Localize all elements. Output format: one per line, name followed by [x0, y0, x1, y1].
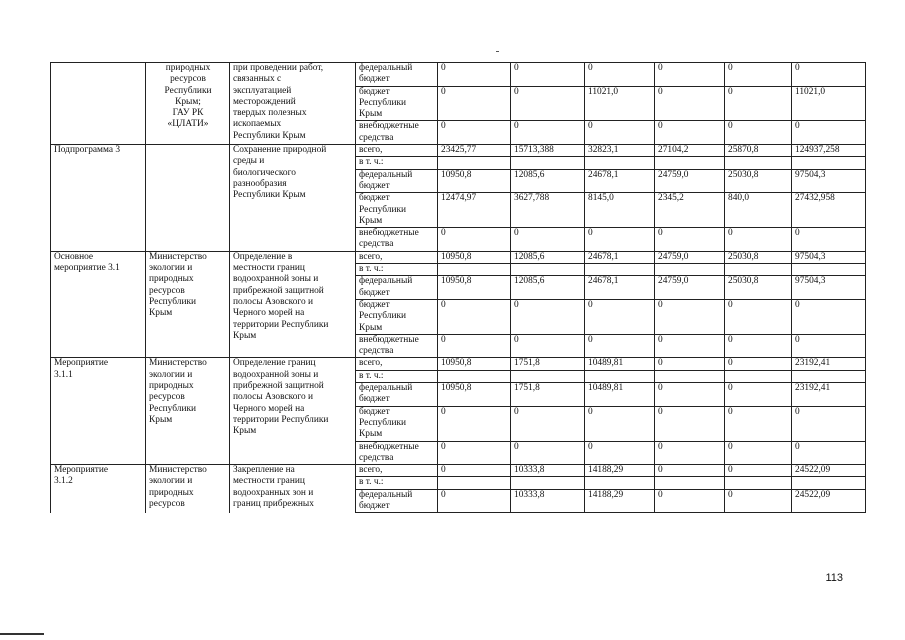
value-2019-cell: 25870,8 [725, 145, 792, 157]
value-2018-cell: 0 [655, 86, 725, 121]
value-total-cell: 97504,3 [792, 169, 866, 193]
value-2016-cell: 0 [511, 121, 585, 145]
funding-source-cell: федеральный бюджет [356, 276, 438, 300]
value-2019-cell: 0 [725, 406, 792, 441]
value-2017-cell: 24678,1 [585, 251, 655, 263]
value-2017-cell: 0 [585, 334, 655, 358]
value-2017-cell: 0 [585, 228, 655, 252]
value-2015-cell: 0 [438, 465, 511, 477]
value-2019-cell: 0 [725, 358, 792, 370]
value-2017-cell [585, 264, 655, 276]
value-2015-cell [438, 264, 511, 276]
value-2016-cell: 0 [511, 299, 585, 334]
value-2015-cell: 10950,8 [438, 276, 511, 300]
value-total-cell: 0 [792, 299, 866, 334]
value-2016-cell: 3627,788 [511, 193, 585, 228]
value-total-cell: 97504,3 [792, 276, 866, 300]
value-2019-cell: 0 [725, 63, 792, 87]
value-2016-cell: 15713,388 [511, 145, 585, 157]
value-2016-cell: 1751,8 [511, 383, 585, 407]
value-2016-cell [511, 157, 585, 169]
value-total-cell: 0 [792, 334, 866, 358]
funding-source-cell: всего, [356, 145, 438, 157]
value-2016-cell: 0 [511, 441, 585, 465]
value-2019-cell [725, 157, 792, 169]
value-2016-cell: 10333,8 [511, 489, 585, 513]
page-number: 113 [825, 572, 843, 584]
value-total-cell: 0 [792, 63, 866, 87]
value-total-cell: 97504,3 [792, 251, 866, 263]
value-2015-cell: 0 [438, 489, 511, 513]
value-2018-cell: 24759,0 [655, 169, 725, 193]
value-2015-cell: 0 [438, 228, 511, 252]
value-2018-cell: 0 [655, 358, 725, 370]
value-total-cell [792, 370, 866, 382]
value-2018-cell: 2345,2 [655, 193, 725, 228]
funding-source-cell: внебюджетные средства [356, 334, 438, 358]
value-2015-cell: 0 [438, 63, 511, 87]
value-2019-cell: 0 [725, 441, 792, 465]
executor-cell [146, 145, 230, 252]
value-2016-cell: 0 [511, 228, 585, 252]
value-2016-cell: 0 [511, 334, 585, 358]
table-row [51, 251, 866, 263]
value-2017-cell: 0 [585, 299, 655, 334]
value-2015-cell: 10950,8 [438, 169, 511, 193]
value-2017-cell: 24678,1 [585, 276, 655, 300]
value-2018-cell [655, 477, 725, 489]
value-2015-cell: 10950,8 [438, 251, 511, 263]
value-total-cell: 0 [792, 228, 866, 252]
value-2018-cell: 0 [655, 465, 725, 477]
value-2018-cell: 0 [655, 228, 725, 252]
value-2016-cell: 10333,8 [511, 465, 585, 477]
value-total-cell: 0 [792, 406, 866, 441]
value-2017-cell: 24678,1 [585, 169, 655, 193]
description-cell: Сохранение природной среды и биологического разнообразия Республики Крым [230, 145, 356, 252]
value-2016-cell: 0 [511, 86, 585, 121]
table-row [51, 358, 866, 370]
program-cell: Основное мероприятие 3.1 [51, 251, 146, 358]
value-2018-cell: 0 [655, 334, 725, 358]
value-2019-cell [725, 264, 792, 276]
value-2016-cell [511, 370, 585, 382]
value-total-cell [792, 264, 866, 276]
program-cell: Подпрограмма 3 [51, 145, 146, 252]
value-2018-cell [655, 157, 725, 169]
scan-artifact [496, 51, 499, 52]
funding-source-cell: бюджет Республики Крым [356, 299, 438, 334]
executor-cell: Министерство экологии и природных ресурсов Республики Крым [146, 358, 230, 465]
value-2018-cell: 0 [655, 299, 725, 334]
value-2019-cell: 0 [725, 228, 792, 252]
value-2018-cell [655, 264, 725, 276]
value-total-cell: 0 [792, 441, 866, 465]
value-2019-cell: 0 [725, 86, 792, 121]
value-total-cell: 0 [792, 121, 866, 145]
value-2015-cell: 0 [438, 121, 511, 145]
funding-source-cell: федеральный бюджет [356, 489, 438, 513]
budget-table [50, 62, 866, 513]
value-2018-cell: 27104,2 [655, 145, 725, 157]
value-total-cell: 24522,09 [792, 465, 866, 477]
value-2019-cell: 25030,8 [725, 251, 792, 263]
value-2019-cell: 0 [725, 465, 792, 477]
value-2016-cell: 1751,8 [511, 358, 585, 370]
value-2018-cell: 24759,0 [655, 276, 725, 300]
value-2016-cell: 12085,6 [511, 251, 585, 263]
value-2018-cell: 0 [655, 489, 725, 513]
value-total-cell: 24522,09 [792, 489, 866, 513]
description-cell: при проведении работ, связанных с эксплуатацией месторождений твердых полезных ископаемых Республики Крым [230, 63, 356, 145]
program-cell: Мероприятие 3.1.1 [51, 358, 146, 465]
funding-source-cell: всего, [356, 465, 438, 477]
funding-source-cell: внебюджетные средства [356, 121, 438, 145]
funding-source-cell: внебюджетные средства [356, 228, 438, 252]
value-total-cell: 23192,41 [792, 358, 866, 370]
value-2019-cell [725, 477, 792, 489]
value-2015-cell: 0 [438, 299, 511, 334]
value-total-cell [792, 157, 866, 169]
value-2019-cell [725, 370, 792, 382]
value-2017-cell [585, 157, 655, 169]
value-2015-cell: 12474,97 [438, 193, 511, 228]
value-2019-cell: 0 [725, 489, 792, 513]
funding-source-cell: всего, [356, 358, 438, 370]
value-2017-cell: 11021,0 [585, 86, 655, 121]
program-cell [51, 63, 146, 145]
description-cell: Определение границ водоохранной зоны и прибрежной защитной полосы Азовского и Черного морей на территории Республики Крым [230, 358, 356, 465]
value-2019-cell: 0 [725, 383, 792, 407]
table-row [51, 145, 866, 157]
funding-source-cell: федеральный бюджет [356, 169, 438, 193]
executor-cell: природных ресурсов Республики Крым; ГАУ РК «ЦЛАТИ» [146, 63, 230, 145]
value-2017-cell: 32823,1 [585, 145, 655, 157]
value-2016-cell: 0 [511, 63, 585, 87]
value-2019-cell: 0 [725, 121, 792, 145]
funding-source-cell: в т. ч.: [356, 264, 438, 276]
table-row [51, 63, 866, 87]
value-2017-cell: 14188,29 [585, 489, 655, 513]
table-row [51, 465, 866, 477]
value-2018-cell: 0 [655, 441, 725, 465]
value-2018-cell: 0 [655, 121, 725, 145]
value-2016-cell: 12085,6 [511, 169, 585, 193]
value-total-cell: 11021,0 [792, 86, 866, 121]
value-2019-cell: 25030,8 [725, 169, 792, 193]
value-2015-cell: 10950,8 [438, 358, 511, 370]
value-2016-cell [511, 477, 585, 489]
value-2018-cell: 0 [655, 383, 725, 407]
value-2017-cell: 14188,29 [585, 465, 655, 477]
value-2015-cell: 0 [438, 406, 511, 441]
value-total-cell: 23192,41 [792, 383, 866, 407]
funding-source-cell: федеральный бюджет [356, 383, 438, 407]
value-2017-cell [585, 370, 655, 382]
funding-source-cell: бюджет Республики Крым [356, 193, 438, 228]
funding-source-cell: внебюджетные средства [356, 441, 438, 465]
description-cell: Определение в местности границ водоохранной зоны и прибрежной защитной полосы Азовского и Черного морей на территории Республики Крым [230, 251, 356, 358]
description-cell: Закрепление на местности границ водоохранных зон и границ прибрежных [230, 465, 356, 513]
value-2018-cell: 24759,0 [655, 251, 725, 263]
value-2017-cell: 0 [585, 441, 655, 465]
funding-source-cell: федеральный бюджет [356, 63, 438, 87]
funding-source-cell: бюджет Республики Крым [356, 86, 438, 121]
value-2018-cell: 0 [655, 406, 725, 441]
value-2017-cell: 8145,0 [585, 193, 655, 228]
value-2018-cell [655, 370, 725, 382]
value-2015-cell [438, 370, 511, 382]
value-total-cell: 124937,258 [792, 145, 866, 157]
value-total-cell: 27432,958 [792, 193, 866, 228]
funding-source-cell: в т. ч.: [356, 370, 438, 382]
value-2017-cell: 0 [585, 63, 655, 87]
value-2015-cell: 0 [438, 334, 511, 358]
value-2016-cell [511, 264, 585, 276]
value-2015-cell: 23425,77 [438, 145, 511, 157]
value-2019-cell: 25030,8 [725, 276, 792, 300]
value-2017-cell: 10489,81 [585, 383, 655, 407]
value-2015-cell [438, 157, 511, 169]
value-2017-cell: 0 [585, 121, 655, 145]
funding-source-cell: в т. ч.: [356, 477, 438, 489]
value-2019-cell: 840,0 [725, 193, 792, 228]
executor-cell: Министерство экологии и природных ресурсов [146, 465, 230, 513]
funding-source-cell: всего, [356, 251, 438, 263]
value-2018-cell: 0 [655, 63, 725, 87]
value-2019-cell: 0 [725, 299, 792, 334]
value-2015-cell: 0 [438, 86, 511, 121]
value-2015-cell [438, 477, 511, 489]
value-2016-cell: 0 [511, 406, 585, 441]
value-2015-cell: 10950,8 [438, 383, 511, 407]
executor-cell: Министерство экологии и природных ресурсов Республики Крым [146, 251, 230, 358]
funding-source-cell: бюджет Республики Крым [356, 406, 438, 441]
program-cell: Мероприятие 3.1.2 [51, 465, 146, 513]
value-2019-cell: 0 [725, 334, 792, 358]
funding-source-cell: в т. ч.: [356, 157, 438, 169]
value-2017-cell: 10489,81 [585, 358, 655, 370]
scan-artifact-line [0, 633, 44, 635]
value-2015-cell: 0 [438, 441, 511, 465]
value-2016-cell: 12085,6 [511, 276, 585, 300]
value-2017-cell: 0 [585, 406, 655, 441]
value-total-cell [792, 477, 866, 489]
value-2017-cell [585, 477, 655, 489]
